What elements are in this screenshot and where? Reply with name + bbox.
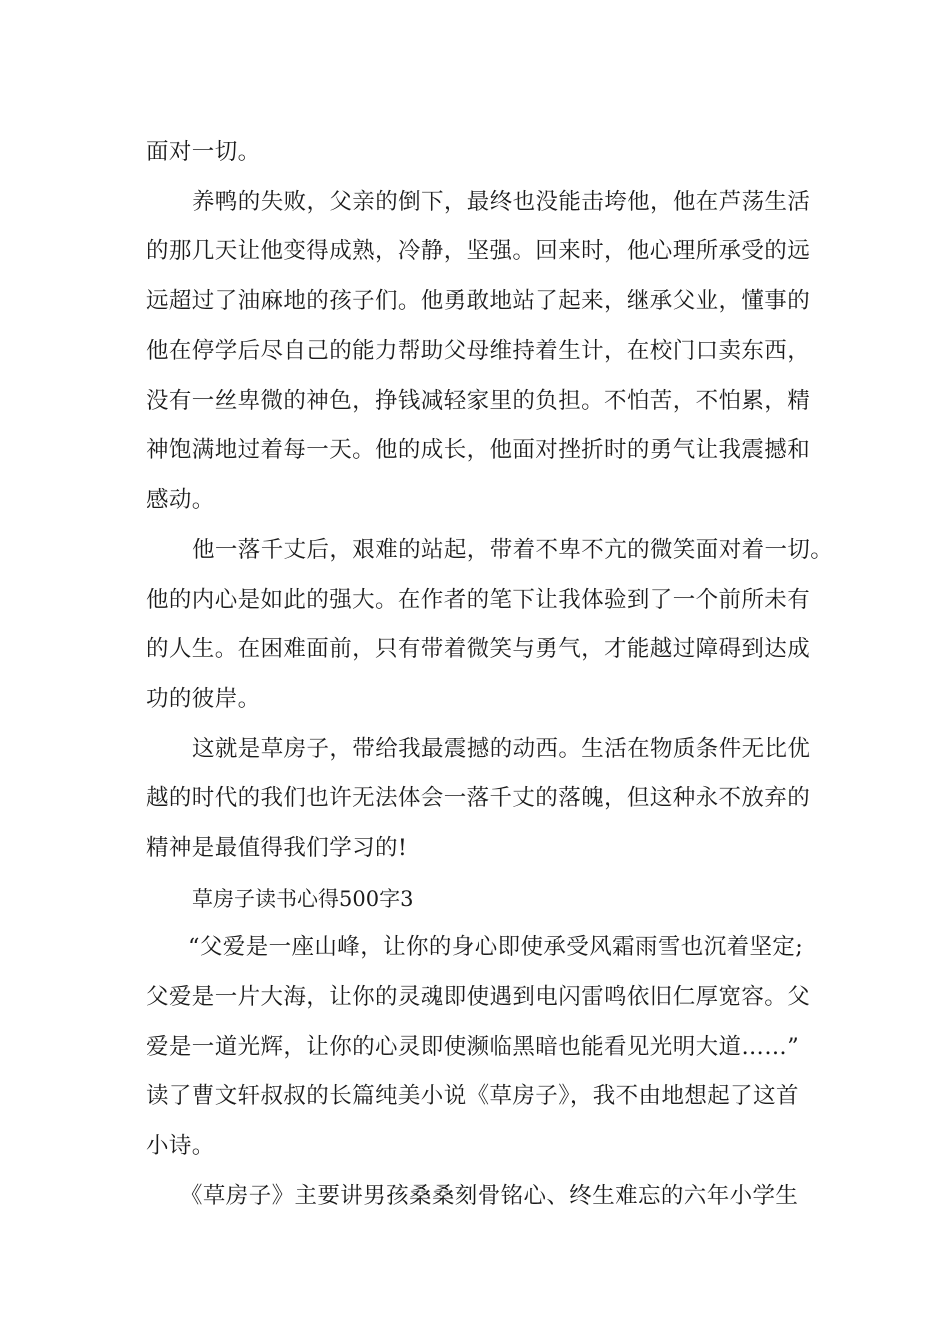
- paragraph-start-line: 这就是草房子，带给我最震撼的动西。生活在物质条件无比优: [192, 736, 811, 762]
- text-line: 的人生。在困难面前，只有带着微笑与勇气，才能越过障碍到达成: [146, 636, 811, 662]
- text-line: 的那几天让他变得成熟，冷静，坚强。回来时，他心理所承受的远: [146, 238, 811, 264]
- text-line: 爱是一道光辉，让你的心灵即使濒临黑暗也能看见光明大道……”: [146, 1034, 800, 1060]
- section-heading: 草房子读书心得500字3: [192, 887, 414, 911]
- paragraph-start-line: 《草房子》主要讲男孩桑桑刻骨铭心、终生难忘的六年小学生: [180, 1183, 799, 1209]
- text-line: 精神是最值得我们学习的!: [146, 835, 408, 861]
- text-line: 神饱满地过着每一天。他的成长，他面对挫折时的勇气让我震撼和: [146, 437, 811, 463]
- paragraph-start-line: “父爱是一座山峰，让你的身心即使承受风霜雨雪也沉着坚定;: [188, 934, 804, 960]
- text-line: 越的时代的我们也许无法体会一落千丈的落魄，但这种永不放弃的: [146, 785, 811, 811]
- text-line: 感动。: [146, 487, 215, 513]
- paragraph-start-line: 养鸭的失败，父亲的倒下，最终也没能击垮他，他在芦荡生活: [192, 189, 811, 215]
- text-line: 面对一切。: [146, 139, 261, 165]
- text-line: 功的彼岸。: [146, 686, 261, 712]
- text-line: 他的内心是如此的强大。在作者的笔下让我体验到了一个前所未有: [146, 587, 811, 613]
- paragraph-start-line: 他一落千丈后，艰难的站起，带着不卑不亢的微笑面对着一切。: [192, 537, 834, 563]
- text-line: 远超过了油麻地的孩子们。他勇敢地站了起来，继承父业，懂事的: [146, 288, 811, 314]
- text-line: 读了曹文轩叔叔的长篇纯美小说《草房子》，我不由地想起了这首: [146, 1083, 799, 1109]
- text-line: 没有一丝卑微的神色，挣钱减轻家里的负担。不怕苦，不怕累，精: [146, 388, 811, 414]
- text-line: 他在停学后尽自己的能力帮助父母维持着生计，在校门口卖东西，: [146, 338, 811, 364]
- text-line: 父爱是一片大海，让你的灵魂即使遇到电闪雷鸣依旧仁厚宽容。父: [146, 984, 811, 1010]
- text-line: 小诗。: [146, 1133, 215, 1159]
